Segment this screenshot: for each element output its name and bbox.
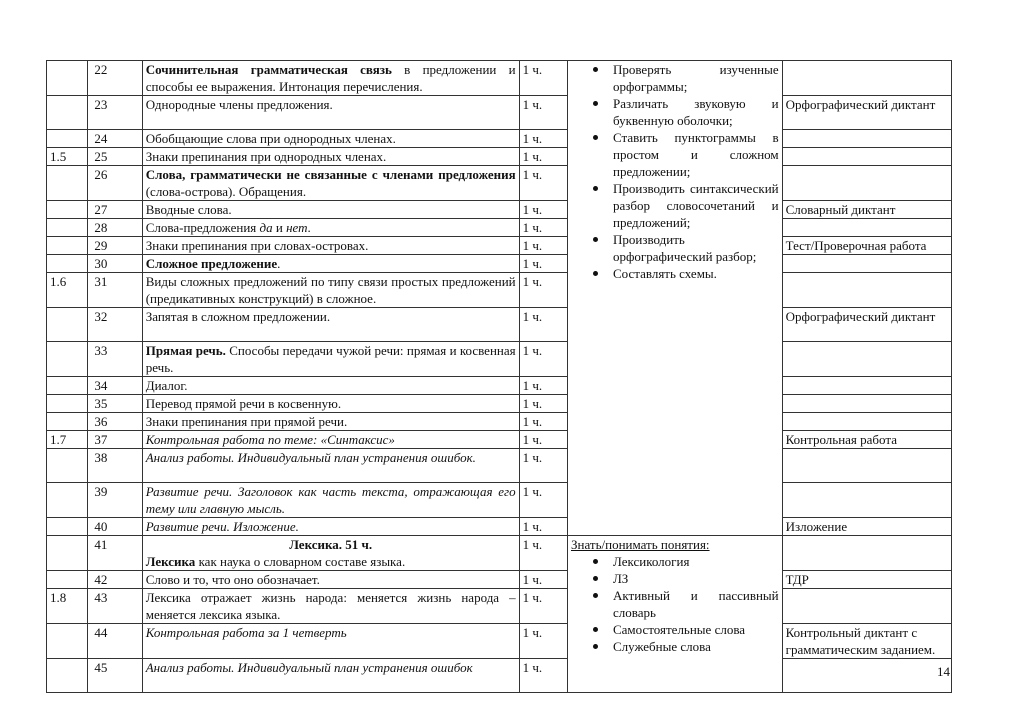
concept-item: ЛЗ [577, 570, 779, 587]
topic-text [146, 395, 516, 412]
lesson-number: 25 [88, 148, 142, 166]
lesson-topic [142, 130, 519, 148]
topic-text [146, 659, 516, 676]
hours: 1 ч. [519, 431, 567, 449]
hours: 1 ч. [519, 148, 567, 166]
topic-text [146, 449, 516, 466]
section-number [47, 255, 88, 273]
table-row [47, 201, 952, 219]
topic-text [146, 483, 516, 517]
lesson-number: 36 [88, 413, 142, 431]
hours: 1 ч. [519, 96, 567, 130]
lesson-topic [142, 624, 519, 659]
concept-item: Лексикология [577, 553, 779, 570]
section-number [47, 536, 88, 571]
table-row [47, 413, 952, 431]
control-form: Орфографический диктант [782, 96, 951, 130]
section-number [47, 237, 88, 255]
hours: 1 ч. [519, 273, 567, 308]
topic-segment: Знаки препинания при прямой речи. [145, 414, 348, 429]
section-number [47, 308, 88, 342]
topic-segment: нет [286, 220, 308, 235]
lesson-number: 41 [88, 536, 142, 571]
topic-text [146, 377, 516, 394]
lesson-topic [142, 308, 519, 342]
lesson-topic [142, 413, 519, 431]
table-row [47, 659, 952, 693]
concept-item: Активный и пассивный словарь [577, 587, 779, 621]
table-row [47, 536, 952, 571]
section-number [47, 130, 88, 148]
topic-segment: Слова-предложения [145, 220, 260, 235]
lesson-topic [142, 201, 519, 219]
lesson-number: 26 [88, 166, 142, 201]
table-row [47, 449, 952, 483]
topic-segment: Слово и то, что оно обозначает. [145, 572, 320, 587]
skill-item: Различать звуковую и буквенную оболочки; [577, 95, 779, 129]
topic-segment: Перевод прямой речи в косвенную. [145, 396, 342, 411]
lesson-number: 24 [88, 130, 142, 148]
section-number [47, 624, 88, 659]
curriculum-table [46, 60, 952, 693]
lesson-topic [142, 659, 519, 693]
section-number [47, 96, 88, 130]
lesson-number: 39 [88, 483, 142, 518]
hours: 1 ч. [519, 518, 567, 536]
lesson-topic [142, 219, 519, 237]
topic-text [146, 589, 516, 623]
table-row [47, 61, 952, 96]
topic-text [146, 624, 516, 641]
topic-text [146, 553, 516, 570]
table-row [47, 483, 952, 518]
control-form [782, 589, 951, 624]
lesson-number: 35 [88, 395, 142, 413]
section-number [47, 201, 88, 219]
lesson-number: 45 [88, 659, 142, 693]
skill-item: Составлять схемы. [577, 265, 779, 282]
control-form: Тест/Проверочная работа [782, 237, 951, 255]
lesson-topic [142, 61, 519, 96]
topic-segment: Развитие речи. Изложение. [145, 519, 299, 534]
lesson-number: 33 [88, 342, 142, 377]
skill-item: Производить орфографический разбор; [577, 231, 779, 265]
control-form [782, 536, 951, 571]
hours: 1 ч. [519, 589, 567, 624]
lesson-number: 28 [88, 219, 142, 237]
table-row [47, 624, 952, 659]
lesson-number: 37 [88, 431, 142, 449]
concepts-cell [567, 536, 782, 693]
hours: 1 ч. [519, 536, 567, 571]
topic-text [146, 308, 516, 325]
lesson-topic [142, 255, 519, 273]
topic-segment: Вводные слова. [145, 202, 232, 217]
section-number [47, 166, 88, 201]
lesson-topic [142, 431, 519, 449]
section-number: 1.8 [47, 589, 88, 624]
hours: 1 ч. [519, 395, 567, 413]
skill-item: Проверять изученные орфограммы; [577, 61, 779, 95]
concept-item: Служебные слова [577, 638, 779, 655]
section-number [47, 342, 88, 377]
topic-text [146, 518, 516, 535]
table-row [47, 431, 952, 449]
topic-segment: и [272, 220, 287, 235]
lesson-topic [142, 166, 519, 201]
control-form [782, 273, 951, 308]
topic-text [146, 342, 516, 376]
hours: 1 ч. [519, 571, 567, 589]
table-row [47, 518, 952, 536]
topic-text [146, 273, 516, 307]
hours: 1 ч. [519, 377, 567, 395]
topic-segment: Слова, грамматически не связанные с членами предложения [145, 167, 516, 182]
lesson-number: 34 [88, 377, 142, 395]
skill-item: Производить синтаксический разбор словосочетаний и предложений; [577, 180, 779, 231]
control-form [782, 219, 951, 237]
table-row [47, 273, 952, 308]
hours: 1 ч. [519, 449, 567, 483]
control-form [782, 61, 951, 96]
lesson-topic [142, 536, 519, 571]
section-number: 1.6 [47, 273, 88, 308]
topic-segment: Знаки препинания при словах-островах. [145, 238, 369, 253]
table-row [47, 342, 952, 377]
control-form [782, 483, 951, 518]
lesson-topic [142, 273, 519, 308]
lesson-number: 22 [88, 61, 142, 96]
topic-segment: Виды сложных предложений по типу связи простых предложений (предикативных конструкций) в сложное. [145, 274, 516, 306]
topic-segment: Анализ работы. Индивидуальный план устранения ошибок. [145, 450, 476, 465]
lesson-topic [142, 449, 519, 483]
table-row [47, 166, 952, 201]
lesson-number: 32 [88, 308, 142, 342]
hours: 1 ч. [519, 255, 567, 273]
topic-segment: Прямая речь. [145, 343, 226, 358]
topic-segment: в предложении и способы ее выражения. Интонация перечисления. [145, 62, 516, 94]
hours: 1 ч. [519, 237, 567, 255]
concept-item: Самостоятельные слова [577, 621, 779, 638]
control-form [782, 395, 951, 413]
hours: 1 ч. [519, 624, 567, 659]
control-form: Орфографический диктант [782, 308, 951, 342]
section-number [47, 413, 88, 431]
lesson-topic [142, 377, 519, 395]
section-number [47, 449, 88, 483]
table-row [47, 395, 952, 413]
skills-list [571, 61, 779, 282]
section-number [47, 377, 88, 395]
table-row [47, 130, 952, 148]
topic-text [146, 571, 516, 588]
topic-text [146, 61, 516, 95]
hours: 1 ч. [519, 483, 567, 518]
control-form [782, 166, 951, 201]
control-form: Контрольный диктант с грамматическим заданием. [782, 624, 951, 659]
topic-segment: Контрольная работа за 1 четверть [145, 625, 347, 640]
hours: 1 ч. [519, 413, 567, 431]
hours: 1 ч. [519, 61, 567, 96]
topic-text [146, 255, 516, 272]
hours: 1 ч. [519, 219, 567, 237]
table-row [47, 219, 952, 237]
section-number [47, 659, 88, 693]
hours: 1 ч. [519, 308, 567, 342]
table-row [47, 589, 952, 624]
page-number: 14 [937, 664, 950, 679]
topic-segment: Лексика отражает жизнь народа: меняется жизнь народа – меняется лексика языка. [145, 590, 516, 622]
control-form [782, 255, 951, 273]
section-number [47, 518, 88, 536]
concepts-list [571, 553, 779, 655]
lesson-number: 23 [88, 96, 142, 130]
topic-segment: Сложное предложение [145, 256, 278, 271]
topic-segment: Запятая в сложном предложении. [145, 309, 331, 324]
control-form [782, 130, 951, 148]
topic-segment: . [277, 256, 281, 271]
table-row [47, 571, 952, 589]
topic-text [146, 166, 516, 200]
lesson-topic [142, 342, 519, 377]
section-number: 1.5 [47, 148, 88, 166]
control-form [782, 377, 951, 395]
topic-segment: Способы передачи чужой речи: прямая и косвенная речь. [145, 343, 516, 375]
topic-segment: (слова-острова). Обращения. [145, 184, 307, 199]
section-number [47, 61, 88, 96]
topic-segment: Обобщающие слова при однородных членах. [145, 131, 396, 146]
topic-segment: как наука о словарном составе языка. [195, 554, 406, 569]
table-row [47, 255, 952, 273]
section-number: 1.7 [47, 431, 88, 449]
hours: 1 ч. [519, 342, 567, 377]
topic-text [146, 96, 516, 113]
lesson-topic [142, 589, 519, 624]
topic-segment: Развитие речи. Заголовок как часть текста, отражающая его тему или главную мысль. [145, 484, 516, 516]
table-row [47, 148, 952, 166]
lesson-topic [142, 518, 519, 536]
hours: 1 ч. [519, 130, 567, 148]
table-row [47, 377, 952, 395]
lesson-number: 43 [88, 589, 142, 624]
topic-text [146, 431, 516, 448]
control-form: Изложение [782, 518, 951, 536]
control-form [782, 449, 951, 483]
lesson-topic [142, 483, 519, 518]
lesson-number: 29 [88, 237, 142, 255]
section-number [47, 219, 88, 237]
topic-text [146, 219, 516, 236]
control-form [782, 659, 951, 693]
control-form: ТДР [782, 571, 951, 589]
topic-segment: Знаки препинания при однородных членах. [145, 149, 387, 164]
table-row [47, 96, 952, 130]
topic-segment: Лексика [145, 554, 196, 569]
topic-text [146, 130, 516, 147]
lesson-number: 38 [88, 449, 142, 483]
topic-text [146, 148, 516, 165]
lesson-number: 42 [88, 571, 142, 589]
topic-text [146, 201, 516, 218]
topic-segment: Однородные члены предложения. [145, 97, 333, 112]
topic-text [146, 237, 516, 254]
lesson-topic [142, 571, 519, 589]
control-form: Словарный диктант [782, 201, 951, 219]
hours: 1 ч. [519, 166, 567, 201]
control-form: Контрольная работа [782, 431, 951, 449]
control-form [782, 342, 951, 377]
lesson-topic [142, 237, 519, 255]
control-form [782, 148, 951, 166]
lesson-number: 30 [88, 255, 142, 273]
topic-segment: да [259, 220, 273, 235]
topic-text [146, 413, 516, 430]
topic-segment: . [307, 220, 311, 235]
lesson-number: 40 [88, 518, 142, 536]
table-row [47, 308, 952, 342]
concepts-title: Знать/понимать понятия: [570, 537, 710, 552]
section-number [47, 395, 88, 413]
topic-segment: Анализ работы. Индивидуальный план устранения ошибок [145, 660, 473, 675]
lesson-topic [142, 96, 519, 130]
table-row [47, 237, 952, 255]
unit-heading: Лексика. 51 ч. [289, 537, 373, 552]
topic-segment: Контрольная работа по теме: «Синтаксис» [145, 432, 395, 447]
topic-segment: Сочинительная грамматическая связь [145, 62, 392, 77]
hours: 1 ч. [519, 659, 567, 693]
skills-cell [567, 61, 782, 536]
topic-segment: Диалог. [145, 378, 188, 393]
lesson-topic [142, 148, 519, 166]
hours: 1 ч. [519, 201, 567, 219]
lesson-number: 44 [88, 624, 142, 659]
skill-item: Ставить пунктограммы в простом и сложном предложении; [577, 129, 779, 180]
section-number [47, 571, 88, 589]
control-form [782, 413, 951, 431]
section-number [47, 483, 88, 518]
lesson-number: 31 [88, 273, 142, 308]
lesson-number: 27 [88, 201, 142, 219]
lesson-topic [142, 395, 519, 413]
